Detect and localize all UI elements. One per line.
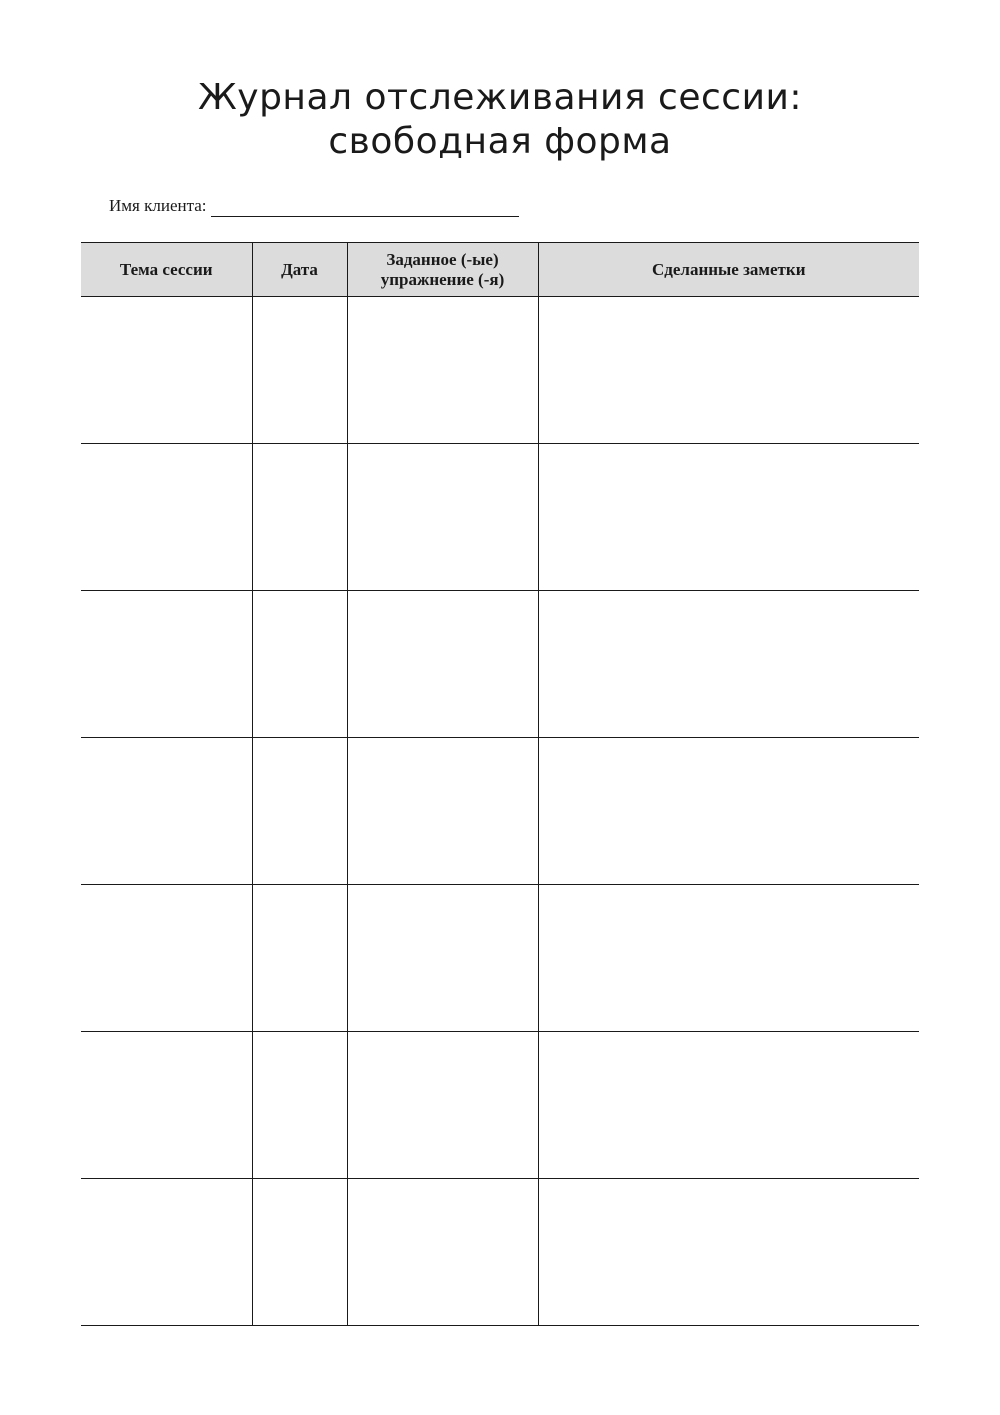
cell-assigned-exercises[interactable] — [347, 444, 538, 591]
session-log-table — [81, 242, 919, 1326]
cell-session-topic[interactable] — [81, 444, 252, 591]
client-name-label: Имя клиента: — [109, 196, 207, 215]
cell-session-topic[interactable] — [81, 297, 252, 444]
cell-date[interactable] — [252, 1179, 347, 1326]
cell-assigned-exercises[interactable] — [347, 591, 538, 738]
cell-date[interactable] — [252, 444, 347, 591]
cell-notes[interactable] — [538, 444, 919, 591]
cell-assigned-exercises[interactable] — [347, 1032, 538, 1179]
table-row — [81, 297, 919, 444]
table-row — [81, 444, 919, 591]
cell-assigned-exercises[interactable] — [347, 297, 538, 444]
table-header-row — [81, 243, 919, 297]
header-session-topic: Тема сессии — [81, 243, 252, 297]
cell-notes[interactable] — [538, 1179, 919, 1326]
page-title — [0, 76, 1000, 164]
header-assigned-exercises: Заданное (-ые) упражнение (-я) — [347, 243, 538, 297]
cell-session-topic[interactable] — [81, 738, 252, 885]
page-title-line-2: свободная форма — [328, 121, 672, 162]
table-row — [81, 1179, 919, 1326]
cell-date[interactable] — [252, 885, 347, 1032]
header-notes: Сделанные заметки — [538, 243, 919, 297]
cell-assigned-exercises[interactable] — [347, 1179, 538, 1326]
cell-notes[interactable] — [538, 297, 919, 444]
cell-session-topic[interactable] — [81, 1179, 252, 1326]
cell-assigned-exercises[interactable] — [347, 885, 538, 1032]
client-name-input-line[interactable] — [211, 198, 519, 217]
cell-session-topic[interactable] — [81, 1032, 252, 1179]
cell-date[interactable] — [252, 1032, 347, 1179]
cell-session-topic[interactable] — [81, 591, 252, 738]
cell-notes[interactable] — [538, 885, 919, 1032]
table-body — [81, 297, 919, 1326]
cell-session-topic[interactable] — [81, 885, 252, 1032]
cell-assigned-exercises[interactable] — [347, 738, 538, 885]
table-row — [81, 738, 919, 885]
cell-notes[interactable] — [538, 1032, 919, 1179]
cell-date[interactable] — [252, 591, 347, 738]
cell-notes[interactable] — [538, 591, 919, 738]
cell-date[interactable] — [252, 738, 347, 885]
client-name-field — [109, 195, 519, 217]
cell-date[interactable] — [252, 297, 347, 444]
table-row — [81, 591, 919, 738]
page-title-line-1: Журнал отслеживания сессии: — [197, 77, 803, 118]
table-row — [81, 1032, 919, 1179]
cell-notes[interactable] — [538, 738, 919, 885]
header-date: Дата — [252, 243, 347, 297]
table-row — [81, 885, 919, 1032]
